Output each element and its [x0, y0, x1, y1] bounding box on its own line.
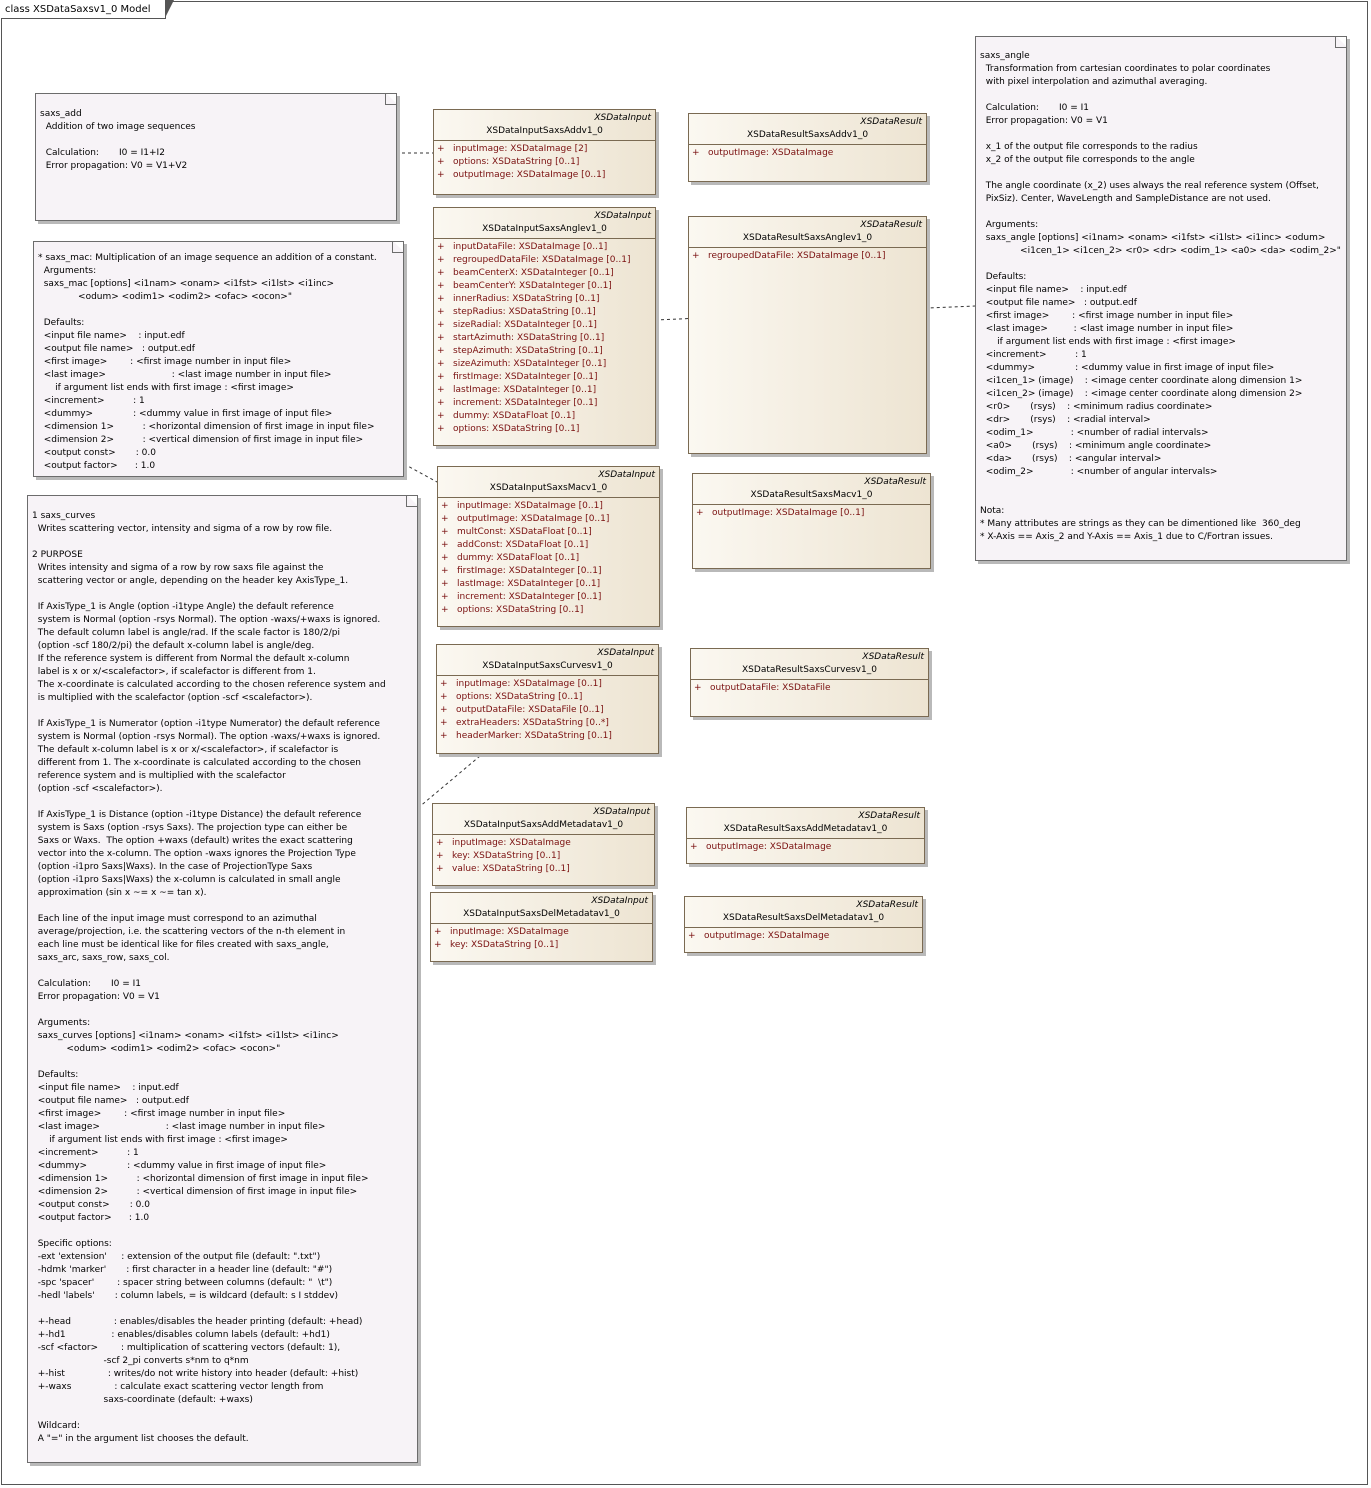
public-visibility-icon: + — [441, 540, 449, 550]
class-attribute — [688, 930, 922, 943]
class-attribute — [437, 267, 655, 280]
class-attribute — [441, 591, 659, 604]
public-visibility-icon: + — [441, 501, 449, 511]
public-visibility-icon: + — [441, 592, 449, 602]
attribute-text: headerMarker: XSDataString [0..1] — [456, 731, 612, 741]
class-attribute — [441, 539, 659, 552]
attribute-list — [689, 248, 926, 263]
attribute-text: dummy: XSDataFloat [0..1] — [457, 553, 580, 563]
public-visibility-icon: + — [690, 842, 698, 852]
attribute-text: addConst: XSDataFloat [0..1] — [457, 540, 589, 550]
note-fold — [1335, 36, 1347, 48]
note-text: 1 saxs_curves Writes scattering vector, intensity and sigma of a row by row file. 2 PURPOSE Writes intensity and sigma of a row by row saxs file against the scattering vector or angle, depending on the header key AxisType_1. If AxisType_1 is Angle (option -i1type Angle) the default reference system is Normal (option -rsys Normal). The option -waxs/+waxs is ignored. The default column label is angle/rad. If the scale factor is 180/2/pi (option -scf 180/2/pi) the default x-column label is angle/deg. If the reference system is different from Normal the default x-column label is x or x/<scalefactor>, if scalefactor is different from 1. The x-coordinate is calculated according to the chosen reference system and is multiplied with the scalefactor (option -scf <scalefactor>). If AxisType_1 is Numerator (option -i1type Numerator) the default reference system is Normal (option -rsys Normal). The option -waxs/+waxs is ignored. The default x-column label is x or x/<scalefactor>, if scalefactor is different from 1. The x-coordinate is calculated according to the chosen reference system and is multiplied with the scalefactor (option -scf <scalefactor>). If AxisType_1 is Distance (option -i1type Distance) the default reference system is Saxs (option -rsys Saxs). The projection type can either be Saxs or Waxs. The option +waxs (default) writes the exact scattering vector into the x-column. The option -waxs ignores the Projection Type (option -i1pro Saxs|Waxs). In the case of ProjectionType Saxs (option -i1pro Saxs|Waxs) the x-column is calculated in small angle approximation (sin x ~= x ~= tan x). Each line of the input image must correspond to an azimuthal average/projection, i.e. the scattering vectors of the n-th element in each line must be identical like for files created with saxs_angle, saxs_arc, saxs_row, saxs_col. Calculation: I0 = I1 Error propagation: V0 = V1 Arguments: saxs_curves [options] <i1nam> <onam> <i1fst> <i1lst> <i1inc> <odum> <odim1> <odim2> <ofac> <ocon>" Defaults: <input file name> : input.edf <output file name> : output.edf <first image> : <first image number in input file> <last image> : <last image number in input file> if argument list ends with first image : <first image> <increment> : 1 <dummy> : <dummy value in first image of input file> <dimension 1> : <horizontal dimension of first image in input file> <dimension 2> : <vertical dimension of first image in input file> <output const> : 0.0 <output factor> : 1.0 Specific options: -ext 'extension' : extension of the output file (default: ".txt") -hdmk 'marker' : first character in a header line (default: "#") -spc 'spacer' : spacer string between columns (default: " \t") -hedl 'labels' : column labels, = is wildcard (default: s I stddev) +-head : enables/disables the header printing (default: +head) +-hd1 : enables/disables column labels (default: +hd1) -scf <factor> : multiplication of scattering vectors (default: 1), -scf 2_pi converts s*nm to q*nm +-hist : writes/do not write history into header (default: +hist) +-waxs : calculate exact scattering vector length from saxs-coordinate (default: +waxs) Wildcard: A "=" in the argument list chooses the default. — [32, 511, 386, 1444]
attribute-text: beamCenterY: XSDataInteger [0..1] — [453, 281, 612, 291]
note-saxs-angle — [975, 36, 1347, 561]
note-text: saxs_add Addition of two image sequences Calculation: I0 = I1+I2 Error propagation: V0 = V1+V2 — [40, 109, 196, 171]
attribute-text: increment: XSDataInteger [0..1] — [453, 398, 598, 408]
attribute-text: outputImage: XSDataImage — [704, 931, 830, 941]
class-attribute — [434, 926, 652, 939]
public-visibility-icon: + — [688, 931, 696, 941]
class-stereotype: XSDataInput — [594, 113, 651, 123]
note-fold — [385, 93, 397, 105]
public-visibility-icon: + — [437, 372, 445, 382]
attribute-list — [438, 498, 659, 617]
class-name: XSDataInputSaxsCurvesv1_0 — [437, 659, 658, 676]
class-attribute — [437, 306, 655, 319]
class-attribute — [436, 863, 654, 876]
note-saxs-add — [35, 93, 397, 221]
public-visibility-icon: + — [441, 566, 449, 576]
public-visibility-icon: + — [437, 320, 445, 330]
attribute-list — [434, 141, 655, 182]
public-visibility-icon: + — [436, 838, 444, 848]
public-visibility-icon: + — [437, 255, 445, 265]
public-visibility-icon: + — [692, 251, 700, 261]
class-name: XSDataResultSaxsMacv1_0 — [693, 488, 930, 505]
class-name: XSDataResultSaxsAddMetadatav1_0 — [687, 822, 924, 839]
public-visibility-icon: + — [437, 385, 445, 395]
public-visibility-icon: + — [441, 579, 449, 589]
public-visibility-icon: + — [692, 148, 700, 158]
public-visibility-icon: + — [440, 731, 448, 741]
class-result-saxs-angle[interactable] — [688, 216, 927, 454]
class-stereotype: XSDataResult — [856, 900, 918, 910]
public-visibility-icon: + — [441, 514, 449, 524]
class-attribute — [437, 332, 655, 345]
public-visibility-icon: + — [694, 683, 702, 693]
class-input-saxs-angle[interactable] — [433, 207, 656, 446]
class-input-saxs-curves[interactable] — [436, 644, 659, 754]
attribute-text: beamCenterX: XSDataInteger [0..1] — [453, 268, 614, 278]
class-name: XSDataResultSaxsCurvesv1_0 — [691, 663, 928, 680]
class-attribute — [440, 678, 658, 691]
attribute-list — [434, 239, 655, 436]
public-visibility-icon: + — [440, 679, 448, 689]
attribute-text: key: XSDataString [0..1] — [450, 940, 559, 950]
attribute-list — [691, 680, 928, 695]
attribute-text: outputDataFile: XSDataFile [0..1] — [456, 705, 604, 715]
class-input-saxs-del-metadata[interactable] — [430, 892, 653, 962]
class-attribute — [437, 143, 655, 156]
public-visibility-icon: + — [437, 307, 445, 317]
class-input-saxs-mac[interactable] — [437, 466, 660, 627]
public-visibility-icon: + — [434, 927, 442, 937]
attribute-text: firstImage: XSDataInteger [0..1] — [453, 372, 598, 382]
class-attribute — [441, 578, 659, 591]
public-visibility-icon: + — [440, 692, 448, 702]
class-attribute — [437, 371, 655, 384]
class-result-saxs-add-metadata[interactable] — [686, 807, 925, 864]
class-attribute — [437, 293, 655, 306]
class-result-saxs-add[interactable] — [688, 113, 927, 182]
class-stereotype: XSDataResult — [862, 652, 924, 662]
class-name: XSDataResultSaxsDelMetadatav1_0 — [685, 911, 922, 928]
class-attribute — [437, 319, 655, 332]
attribute-list — [431, 924, 652, 952]
class-stereotype: XSDataInput — [598, 470, 655, 480]
attribute-text: inputDataFile: XSDataImage [0..1] — [453, 242, 608, 252]
class-stereotype: XSDataResult — [860, 117, 922, 127]
class-stereotype: XSDataInput — [594, 211, 651, 221]
attribute-text: regroupedDataFile: XSDataImage [0..1] — [708, 251, 886, 261]
attribute-text: lastImage: XSDataInteger [0..1] — [457, 579, 601, 589]
attribute-text: lastImage: XSDataInteger [0..1] — [453, 385, 597, 395]
public-visibility-icon: + — [437, 424, 445, 434]
class-attribute — [441, 500, 659, 513]
note-fold — [392, 241, 404, 253]
public-visibility-icon: + — [437, 294, 445, 304]
class-attribute — [437, 280, 655, 293]
public-visibility-icon: + — [437, 359, 445, 369]
attribute-text: startAzimuth: XSDataString [0..1] — [453, 333, 605, 343]
attribute-text: outputImage: XSDataImage — [706, 842, 832, 852]
public-visibility-icon: + — [437, 157, 445, 167]
public-visibility-icon: + — [441, 553, 449, 563]
attribute-text: outputImage: XSDataImage [0..1] — [712, 508, 865, 518]
attribute-list — [433, 835, 654, 876]
attribute-text: inputImage: XSDataImage [0..1] — [456, 679, 602, 689]
attribute-text: outputImage: XSDataImage [0..1] — [453, 170, 606, 180]
attribute-text: stepAzimuth: XSDataString [0..1] — [453, 346, 603, 356]
class-stereotype: XSDataInput — [593, 807, 650, 817]
attribute-list — [437, 676, 658, 743]
public-visibility-icon: + — [437, 411, 445, 421]
class-attribute — [440, 691, 658, 704]
note-link-curves — [418, 756, 480, 808]
class-attribute — [437, 241, 655, 254]
class-name: XSDataInputSaxsAnglev1_0 — [434, 222, 655, 239]
class-attribute — [441, 552, 659, 565]
attribute-text: inputImage: XSDataImage [0..1] — [457, 501, 603, 511]
class-result-saxs-curves[interactable] — [690, 648, 929, 717]
class-attribute — [437, 156, 655, 169]
attribute-text: dummy: XSDataFloat [0..1] — [453, 411, 576, 421]
public-visibility-icon: + — [441, 605, 449, 615]
class-name: XSDataInputSaxsMacv1_0 — [438, 481, 659, 498]
public-visibility-icon: + — [436, 864, 444, 874]
attribute-list — [693, 505, 930, 520]
class-stereotype: XSDataInput — [597, 648, 654, 658]
attribute-list — [689, 145, 926, 160]
class-attribute — [437, 358, 655, 371]
class-name: XSDataInputSaxsAddv1_0 — [434, 124, 655, 141]
public-visibility-icon: + — [696, 508, 704, 518]
class-attribute — [437, 345, 655, 358]
attribute-text: firstImage: XSDataInteger [0..1] — [457, 566, 602, 576]
attribute-text: key: XSDataString [0..1] — [452, 851, 561, 861]
class-attribute — [436, 850, 654, 863]
note-fold — [406, 495, 418, 507]
attribute-text: multConst: XSDataFloat [0..1] — [457, 527, 592, 537]
class-name: XSDataResultSaxsAddv1_0 — [689, 128, 926, 145]
attribute-text: options: XSDataString [0..1] — [453, 157, 580, 167]
class-stereotype: XSDataResult — [860, 220, 922, 230]
attribute-text: sizeRadial: XSDataInteger [0..1] — [453, 320, 597, 330]
attribute-text: options: XSDataString [0..1] — [457, 605, 584, 615]
attribute-text: outputImage: XSDataImage — [708, 148, 834, 158]
public-visibility-icon: + — [437, 281, 445, 291]
class-attribute — [690, 841, 924, 854]
note-text: * saxs_mac: Multiplication of an image sequence an addition of a constant. Arguments: saxs_mac [options] <i1nam> <onam> <i1fst> <i1lst> <i1inc> <odum> <odim1> <odim2> <ofac> <ocon>" Defaults: <input file name> : input.edf <output file name> : output.edf <first image> : <first image number in input file> <last image> : <last image number in input file> if argument list ends with first image : <first image> <increment> : 1 <dummy> : <dummy value in first image of input file> <dimension 1> : <horizontal dimension of first image in input file> <dimension 2> : <vertical dimension of first image in input file> <output const> : 0.0 <output factor> : 1.0 — [38, 253, 377, 471]
class-attribute — [692, 147, 926, 160]
public-visibility-icon: + — [437, 242, 445, 252]
public-visibility-icon: + — [441, 527, 449, 537]
attribute-text: stepRadius: XSDataString [0..1] — [453, 307, 596, 317]
attribute-text: inputImage: XSDataImage [2] — [453, 144, 588, 154]
note-saxs-curves — [27, 495, 418, 1463]
note-text: saxs_angle Transformation from cartesian coordinates to polar coordinates with pixel interpolation and azimuthal averaging. Calculation: I0 = I1 Error propagation: V0 = V1 x_1 of the output file corresponds to the radius x_2 of the output file corresponds to the angle The angle coordinate (x_2) uses always the real reference system (Offset, PixSiz). Center, WaveLength and SampleDistance are not used. Arguments: saxs_angle [options] <i1nam> <onam> <i1fst> <i1lst> <i1inc> <odum> <i1cen_1> <i1cen_2> <r0> <dr> <odim_1> <a0> <da> <odim_2>" Defaults: <input file name> : input.edf <output file name> : output.edf <first image> : <first image number in input file> <last image> : <last image number in input file> if argument list ends with first image : <first image> <increment> : 1 <dummy> : <dummy value in first image of input file> <i1cen_1> (image) : <image center coordinate along dimension 1> <i1cen_2> (image) : <image center coordinate along dimension 2> <r0> (rsys) : <minimum radius coordinate> <dr> (rsys) : <radial interval> <odim_1> : <number of radial intervals> <a0> (rsys) : <minimum angle coordinate> <da> (rsys) : <angular interval> <odim_2> : <number of angular intervals> Nota: * Many attributes are strings as they can be dimentioned like 360_deg * X-Axis == Axis_2 and Y-Axis == Axis_1 due to C/Fortran issues. — [980, 51, 1341, 542]
class-attribute — [436, 837, 654, 850]
attribute-text: increment: XSDataInteger [0..1] — [457, 592, 602, 602]
note-link-mac — [404, 464, 437, 482]
attribute-text: inputImage: XSDataImage — [452, 838, 571, 848]
class-attribute — [437, 384, 655, 397]
attribute-list — [685, 928, 922, 943]
class-attribute — [441, 526, 659, 539]
public-visibility-icon: + — [437, 333, 445, 343]
attribute-text: regroupedDataFile: XSDataImage [0..1] — [453, 255, 631, 265]
public-visibility-icon: + — [434, 940, 442, 950]
public-visibility-icon: + — [437, 346, 445, 356]
class-result-saxs-mac[interactable] — [692, 473, 931, 569]
class-attribute — [437, 410, 655, 423]
class-attribute — [441, 565, 659, 578]
attribute-text: outputImage: XSDataImage [0..1] — [457, 514, 610, 524]
public-visibility-icon: + — [437, 144, 445, 154]
attribute-text: innerRadius: XSDataString [0..1] — [453, 294, 600, 304]
public-visibility-icon: + — [437, 268, 445, 278]
public-visibility-icon: + — [440, 705, 448, 715]
class-attribute — [440, 717, 658, 730]
class-attribute — [441, 604, 659, 617]
class-attribute — [437, 169, 655, 182]
class-attribute — [692, 250, 926, 263]
attribute-text: outputDataFile: XSDataFile — [710, 683, 831, 693]
class-attribute — [694, 682, 928, 695]
class-result-saxs-del-metadata[interactable] — [684, 896, 923, 953]
class-name: XSDataInputSaxsAddMetadatav1_0 — [433, 818, 654, 835]
class-stereotype: XSDataResult — [864, 477, 926, 487]
attribute-text: value: XSDataString [0..1] — [452, 864, 570, 874]
class-attribute — [441, 513, 659, 526]
diagram-title: class XSDataSaxsv1_0 Model — [1, 1, 166, 19]
attribute-text: sizeAzimuth: XSDataInteger [0..1] — [453, 359, 607, 369]
attribute-text: options: XSDataString [0..1] — [456, 692, 583, 702]
class-attribute — [437, 397, 655, 410]
class-input-saxs-add-metadata[interactable] — [432, 803, 655, 886]
class-stereotype: XSDataInput — [591, 896, 648, 906]
class-name: XSDataInputSaxsDelMetadatav1_0 — [431, 907, 652, 924]
class-attribute — [696, 507, 930, 520]
attribute-text: options: XSDataString [0..1] — [453, 424, 580, 434]
public-visibility-icon: + — [437, 170, 445, 180]
public-visibility-icon: + — [436, 851, 444, 861]
class-input-saxs-add[interactable] — [433, 109, 656, 195]
class-attribute — [440, 730, 658, 743]
attribute-text: extraHeaders: XSDataString [0..*] — [456, 718, 609, 728]
public-visibility-icon: + — [440, 718, 448, 728]
class-stereotype: XSDataResult — [858, 811, 920, 821]
note-saxs-mac — [33, 241, 404, 477]
public-visibility-icon: + — [437, 398, 445, 408]
class-attribute — [434, 939, 652, 952]
class-attribute — [440, 704, 658, 717]
class-attribute — [437, 423, 655, 436]
attribute-list — [687, 839, 924, 854]
class-attribute — [437, 254, 655, 267]
class-name: XSDataResultSaxsAnglev1_0 — [689, 231, 926, 248]
attribute-text: inputImage: XSDataImage — [450, 927, 569, 937]
